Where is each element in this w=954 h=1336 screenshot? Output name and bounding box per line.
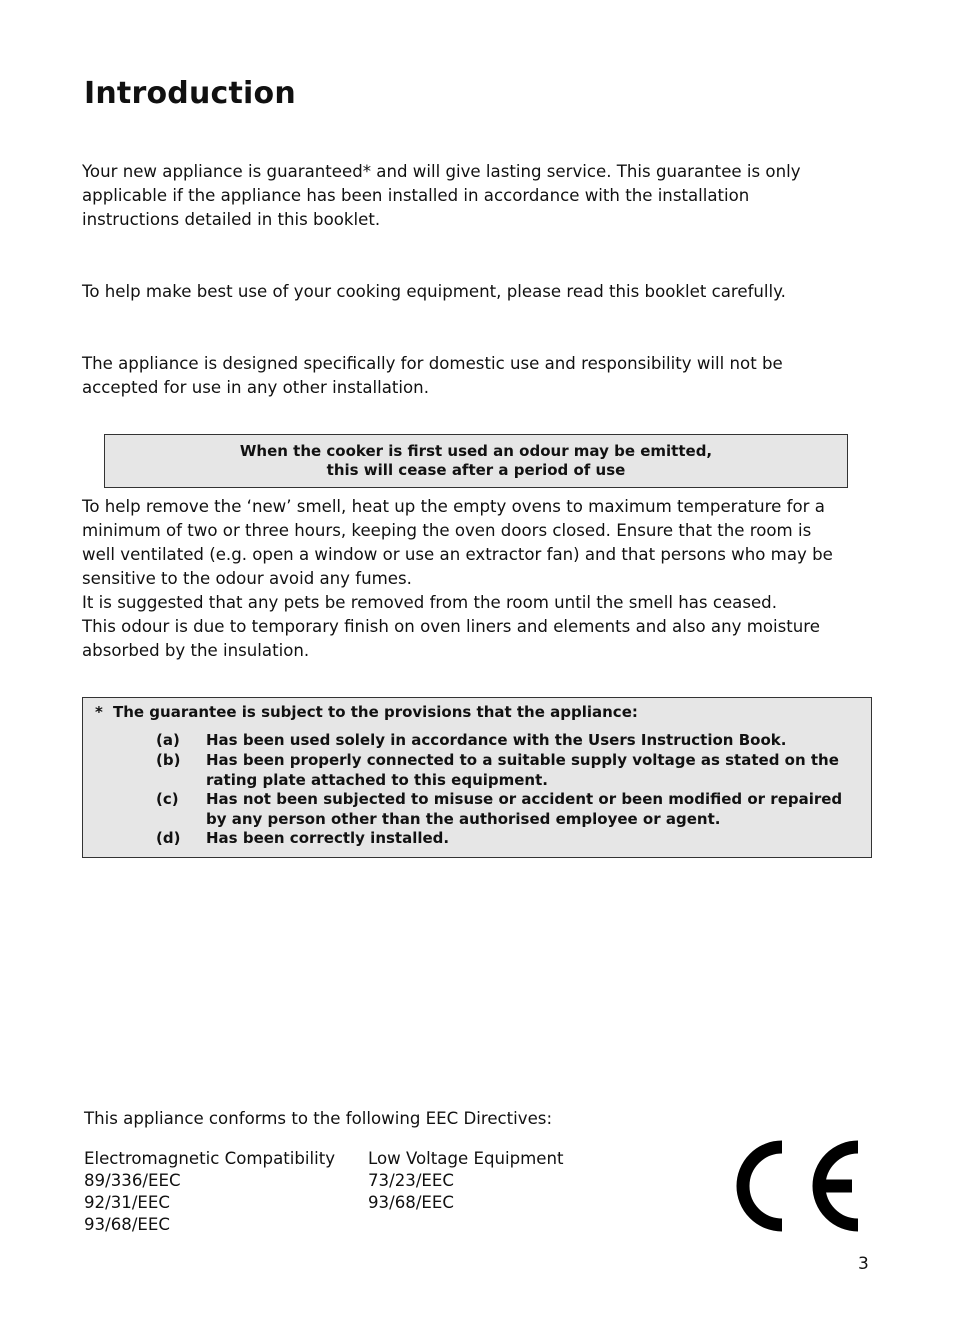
odour-notice-box [104,434,848,488]
emc-heading: Electromagnetic Compatibility [84,1149,336,1168]
guarantee-heading-text: The guarantee is subject to the provisions that the appliance: [113,703,638,721]
odour-removal-paragraph: To help remove the ‘new’ smell, heat up the empty ovens to maximum temperature for a minimum of two or three hours, keeping the oven doors closed. Ensure that the room is well ventilated (e.g. open a window or use an extractor fan) and that persons who may be sensitive to the odour avoid any fumes. It is suggested that any pets be removed from the room until the smell has ceased. This odour is due to temporary finish on oven liners and elements and also any moisture absorbed by the insulation. [82,497,833,660]
read-booklet-paragraph: To help make best use of your cooking equipment, please read this booklet carefully. [82,282,786,301]
ce-mark-icon [736,1140,864,1232]
item-letter: (c) [156,790,179,808]
page-number: 3 [858,1254,869,1274]
item-text: Has been properly connected to a suitable supply voltage as stated on the rating plate attached to this equipment. [206,751,839,789]
odour-notice-line-2: this will cease after a period of use [326,461,626,479]
emc-directives-column [84,1148,335,1236]
lve-directives-column [368,1148,564,1214]
eec-directives-intro: This appliance conforms to the following EEC Directives: [84,1109,553,1128]
item-letter: (d) [156,829,181,847]
lve-code: 73/23/EEC [368,1171,454,1190]
guarantee-intro-paragraph: Your new appliance is guaranteed* and will give lasting service. This guarantee is only applicable if the appliance has been installed in accordance with the installation instructions detailed in this booklet. [82,162,801,229]
odour-notice-line-1: When the cooker is first used an odour may be emitted, [239,442,713,460]
item-text: Has been correctly installed. [206,829,450,847]
item-text: Has been used solely in accordance with the Users Instruction Book. [206,731,787,749]
asterisk-marker: * [95,703,103,721]
item-letter: (a) [156,731,180,749]
emc-code: 89/336/EEC [84,1171,181,1190]
guarantee-heading [95,703,638,723]
page-title: Introduction [84,76,296,111]
emc-code: 93/68/EEC [84,1215,170,1234]
domestic-use-paragraph: The appliance is designed specifically for domestic use and responsibility will not be accepted for use in any other installation. [82,354,783,397]
guarantee-provisions-box [82,697,872,858]
item-letter: (b) [156,751,181,769]
item-text: Has not been subjected to misuse or accident or been modified or repaired by any person other than the authorised employee or agent. [206,790,843,828]
lve-code: 93/68/EEC [368,1193,454,1212]
emc-code: 92/31/EEC [84,1193,170,1212]
lve-heading: Low Voltage Equipment [368,1149,564,1168]
